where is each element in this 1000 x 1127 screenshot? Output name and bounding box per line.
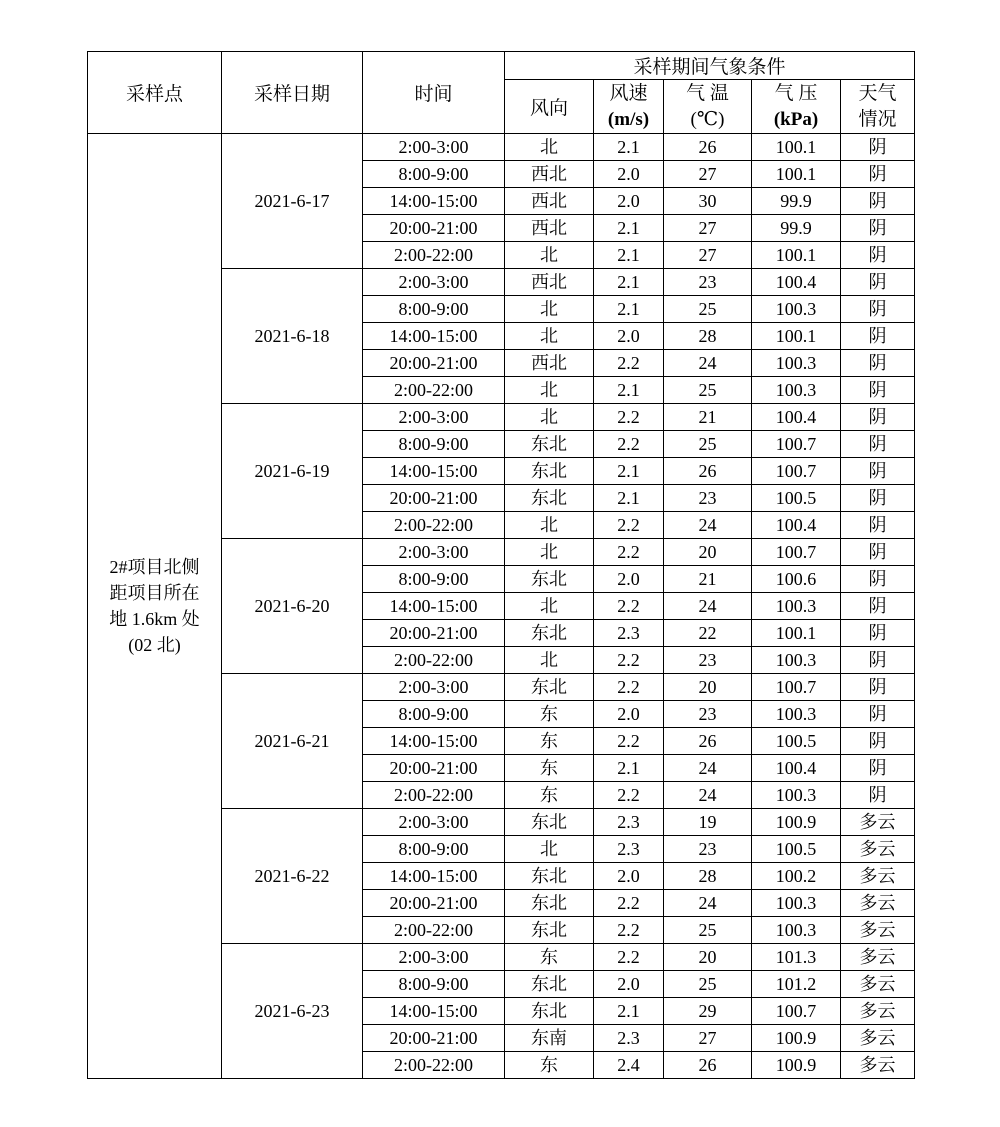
pressure-cell: 101.3 <box>752 944 841 971</box>
wind-direction-cell: 西北 <box>505 161 594 188</box>
wind-direction-cell: 东 <box>505 944 594 971</box>
wind-direction-cell: 北 <box>505 647 594 674</box>
site-cell <box>88 134 222 1079</box>
wind-direction-cell: 北 <box>505 323 594 350</box>
weather-cell: 阴 <box>841 620 915 647</box>
wind-speed-cell: 2.2 <box>594 782 664 809</box>
temperature-cell: 30 <box>664 188 752 215</box>
wind-speed-cell: 2.0 <box>594 161 664 188</box>
weather-cell: 阴 <box>841 647 915 674</box>
wind-speed-cell: 2.3 <box>594 836 664 863</box>
time-cell: 2:00-3:00 <box>363 674 505 701</box>
header-weather <box>841 80 915 134</box>
header-weather-conditions: 采样期间气象条件 <box>505 52 915 80</box>
temperature-cell: 24 <box>664 512 752 539</box>
header-pressure-label: 气 压 <box>774 82 818 104</box>
pressure-cell: 100.5 <box>752 728 841 755</box>
weather-cell: 多云 <box>841 809 915 836</box>
time-cell: 8:00-9:00 <box>363 296 505 323</box>
pressure-cell: 100.5 <box>752 485 841 512</box>
date-cell: 2021-6-18 <box>222 269 363 404</box>
wind-direction-cell: 北 <box>505 242 594 269</box>
weather-cell: 阴 <box>841 323 915 350</box>
pressure-cell: 100.4 <box>752 404 841 431</box>
time-cell: 2:00-22:00 <box>363 512 505 539</box>
pressure-cell: 100.3 <box>752 647 841 674</box>
wind-direction-cell: 北 <box>505 296 594 323</box>
wind-direction-cell: 西北 <box>505 269 594 296</box>
weather-cell: 阴 <box>841 458 915 485</box>
wind-speed-cell: 2.2 <box>594 539 664 566</box>
temperature-cell: 20 <box>664 674 752 701</box>
time-cell: 14:00-15:00 <box>363 593 505 620</box>
temperature-cell: 23 <box>664 701 752 728</box>
weather-cell: 多云 <box>841 1025 915 1052</box>
wind-direction-cell: 东南 <box>505 1025 594 1052</box>
temperature-cell: 28 <box>664 323 752 350</box>
time-cell: 2:00-3:00 <box>363 539 505 566</box>
pressure-cell: 100.7 <box>752 458 841 485</box>
time-cell: 20:00-21:00 <box>363 350 505 377</box>
wind-speed-cell: 2.2 <box>594 944 664 971</box>
weather-cell: 阴 <box>841 350 915 377</box>
header-pressure <box>752 80 841 134</box>
pressure-cell: 100.3 <box>752 890 841 917</box>
temperature-cell: 22 <box>664 620 752 647</box>
header-weather-line1: 天气 <box>858 82 897 104</box>
site-line4: (02 北) <box>128 635 181 655</box>
time-cell: 8:00-9:00 <box>363 566 505 593</box>
wind-speed-cell: 2.1 <box>594 755 664 782</box>
temperature-cell: 20 <box>664 944 752 971</box>
weather-cell: 多云 <box>841 1052 915 1079</box>
wind-direction-cell: 东北 <box>505 566 594 593</box>
header-temperature-label: 气 温 <box>686 82 729 104</box>
weather-cell: 阴 <box>841 755 915 782</box>
wind-speed-cell: 2.1 <box>594 242 664 269</box>
temperature-cell: 24 <box>664 782 752 809</box>
wind-speed-cell: 2.2 <box>594 647 664 674</box>
time-cell: 8:00-9:00 <box>363 971 505 998</box>
wind-direction-cell: 东北 <box>505 485 594 512</box>
temperature-cell: 26 <box>664 458 752 485</box>
wind-direction-cell: 东北 <box>505 809 594 836</box>
pressure-cell: 100.4 <box>752 512 841 539</box>
time-cell: 2:00-22:00 <box>363 782 505 809</box>
header-wind-speed <box>594 80 664 134</box>
time-cell: 20:00-21:00 <box>363 620 505 647</box>
wind-speed-cell: 2.2 <box>594 674 664 701</box>
date-cell: 2021-6-17 <box>222 134 363 269</box>
wind-speed-cell: 2.1 <box>594 215 664 242</box>
pressure-cell: 100.4 <box>752 755 841 782</box>
weather-cell: 多云 <box>841 971 915 998</box>
pressure-cell: 100.9 <box>752 1052 841 1079</box>
wind-direction-cell: 北 <box>505 539 594 566</box>
header-pressure-unit: (kPa) <box>773 108 819 130</box>
pressure-cell: 100.1 <box>752 134 841 161</box>
temperature-cell: 24 <box>664 593 752 620</box>
temperature-cell: 27 <box>664 215 752 242</box>
wind-speed-cell: 2.0 <box>594 188 664 215</box>
temperature-cell: 24 <box>664 350 752 377</box>
wind-direction-cell: 东 <box>505 755 594 782</box>
site-line3: 地 1.6km 处 <box>109 609 200 629</box>
weather-cell: 阴 <box>841 701 915 728</box>
temperature-cell: 25 <box>664 431 752 458</box>
meteorological-conditions-table <box>87 51 915 1079</box>
pressure-cell: 100.7 <box>752 674 841 701</box>
temperature-cell: 27 <box>664 1025 752 1052</box>
wind-direction-cell: 东北 <box>505 998 594 1025</box>
temperature-cell: 23 <box>664 485 752 512</box>
time-cell: 14:00-15:00 <box>363 323 505 350</box>
pressure-cell: 100.6 <box>752 566 841 593</box>
pressure-cell: 100.2 <box>752 863 841 890</box>
time-cell: 8:00-9:00 <box>363 701 505 728</box>
header-wind-speed-unit: (m/s) <box>607 108 650 130</box>
time-cell: 14:00-15:00 <box>363 458 505 485</box>
header-time: 时间 <box>363 52 505 134</box>
header-site: 采样点 <box>88 52 222 134</box>
temperature-cell: 24 <box>664 890 752 917</box>
wind-speed-cell: 2.2 <box>594 890 664 917</box>
wind-direction-cell: 西北 <box>505 350 594 377</box>
weather-cell: 阴 <box>841 728 915 755</box>
pressure-cell: 100.5 <box>752 836 841 863</box>
weather-cell: 阴 <box>841 242 915 269</box>
pressure-cell: 100.4 <box>752 269 841 296</box>
temperature-cell: 26 <box>664 728 752 755</box>
wind-direction-cell: 东 <box>505 782 594 809</box>
header-date: 采样日期 <box>222 52 363 134</box>
pressure-cell: 100.1 <box>752 161 841 188</box>
wind-direction-cell: 东北 <box>505 674 594 701</box>
weather-cell: 多云 <box>841 998 915 1025</box>
weather-cell: 多云 <box>841 890 915 917</box>
wind-speed-cell: 2.3 <box>594 620 664 647</box>
time-cell: 8:00-9:00 <box>363 161 505 188</box>
time-cell: 20:00-21:00 <box>363 485 505 512</box>
weather-cell: 阴 <box>841 377 915 404</box>
wind-direction-cell: 北 <box>505 836 594 863</box>
temperature-cell: 26 <box>664 1052 752 1079</box>
weather-cell: 阴 <box>841 404 915 431</box>
weather-cell: 阴 <box>841 566 915 593</box>
pressure-cell: 100.7 <box>752 539 841 566</box>
wind-speed-cell: 2.1 <box>594 296 664 323</box>
wind-direction-cell: 东北 <box>505 620 594 647</box>
time-cell: 2:00-22:00 <box>363 917 505 944</box>
time-cell: 20:00-21:00 <box>363 1025 505 1052</box>
temperature-cell: 26 <box>664 134 752 161</box>
pressure-cell: 99.9 <box>752 188 841 215</box>
weather-cell: 阴 <box>841 269 915 296</box>
pressure-cell: 99.9 <box>752 215 841 242</box>
wind-direction-cell: 东 <box>505 701 594 728</box>
time-cell: 2:00-3:00 <box>363 944 505 971</box>
wind-direction-cell: 北 <box>505 512 594 539</box>
weather-cell: 阴 <box>841 161 915 188</box>
wind-speed-cell: 2.1 <box>594 269 664 296</box>
temperature-cell: 23 <box>664 269 752 296</box>
header-wind-speed-label: 风速 <box>609 82 648 104</box>
wind-direction-cell: 东 <box>505 1052 594 1079</box>
time-cell: 2:00-22:00 <box>363 242 505 269</box>
pressure-cell: 101.2 <box>752 971 841 998</box>
weather-cell: 阴 <box>841 134 915 161</box>
wind-speed-cell: 2.2 <box>594 512 664 539</box>
weather-cell: 阴 <box>841 485 915 512</box>
wind-speed-cell: 2.1 <box>594 458 664 485</box>
wind-speed-cell: 2.3 <box>594 1025 664 1052</box>
pressure-cell: 100.3 <box>752 701 841 728</box>
table-row <box>88 134 915 161</box>
date-cell: 2021-6-22 <box>222 809 363 944</box>
time-cell: 14:00-15:00 <box>363 863 505 890</box>
weather-cell: 阴 <box>841 431 915 458</box>
wind-direction-cell: 东 <box>505 728 594 755</box>
temperature-cell: 25 <box>664 971 752 998</box>
wind-direction-cell: 东北 <box>505 458 594 485</box>
wind-speed-cell: 2.3 <box>594 809 664 836</box>
wind-direction-cell: 东北 <box>505 863 594 890</box>
weather-cell: 阴 <box>841 296 915 323</box>
weather-cell: 阴 <box>841 674 915 701</box>
weather-cell: 阴 <box>841 188 915 215</box>
header-wind-direction: 风向 <box>505 80 594 134</box>
wind-speed-cell: 2.1 <box>594 485 664 512</box>
date-cell: 2021-6-19 <box>222 404 363 539</box>
pressure-cell: 100.7 <box>752 998 841 1025</box>
time-cell: 2:00-3:00 <box>363 269 505 296</box>
pressure-cell: 100.3 <box>752 917 841 944</box>
date-cell: 2021-6-23 <box>222 944 363 1079</box>
temperature-cell: 27 <box>664 161 752 188</box>
temperature-cell: 24 <box>664 755 752 782</box>
pressure-cell: 100.1 <box>752 242 841 269</box>
weather-cell: 多云 <box>841 944 915 971</box>
temperature-cell: 20 <box>664 539 752 566</box>
table-body <box>88 134 915 1079</box>
wind-speed-cell: 2.0 <box>594 863 664 890</box>
pressure-cell: 100.3 <box>752 782 841 809</box>
pressure-cell: 100.9 <box>752 809 841 836</box>
time-cell: 20:00-21:00 <box>363 890 505 917</box>
temperature-cell: 21 <box>664 566 752 593</box>
wind-direction-cell: 西北 <box>505 215 594 242</box>
wind-speed-cell: 2.1 <box>594 998 664 1025</box>
wind-speed-cell: 2.2 <box>594 917 664 944</box>
weather-cell: 多云 <box>841 836 915 863</box>
temperature-cell: 28 <box>664 863 752 890</box>
weather-cell: 阴 <box>841 539 915 566</box>
weather-cell: 阴 <box>841 593 915 620</box>
wind-direction-cell: 北 <box>505 404 594 431</box>
site-line1: 2#项目北侧 <box>109 557 200 577</box>
time-cell: 20:00-21:00 <box>363 215 505 242</box>
weather-cell: 多云 <box>841 863 915 890</box>
weather-cell: 多云 <box>841 917 915 944</box>
temperature-cell: 27 <box>664 242 752 269</box>
pressure-cell: 100.1 <box>752 620 841 647</box>
time-cell: 14:00-15:00 <box>363 188 505 215</box>
temperature-cell: 25 <box>664 296 752 323</box>
weather-cell: 阴 <box>841 782 915 809</box>
wind-speed-cell: 2.1 <box>594 377 664 404</box>
wind-direction-cell: 北 <box>505 377 594 404</box>
wind-speed-cell: 2.1 <box>594 134 664 161</box>
temperature-cell: 25 <box>664 377 752 404</box>
wind-speed-cell: 2.2 <box>594 431 664 458</box>
time-cell: 8:00-9:00 <box>363 431 505 458</box>
wind-direction-cell: 东北 <box>505 890 594 917</box>
pressure-cell: 100.9 <box>752 1025 841 1052</box>
temperature-cell: 29 <box>664 998 752 1025</box>
wind-speed-cell: 2.0 <box>594 701 664 728</box>
pressure-cell: 100.7 <box>752 431 841 458</box>
time-cell: 2:00-22:00 <box>363 647 505 674</box>
wind-direction-cell: 北 <box>505 593 594 620</box>
wind-speed-cell: 2.4 <box>594 1052 664 1079</box>
header-temperature-unit: (℃) <box>690 108 725 130</box>
pressure-cell: 100.3 <box>752 377 841 404</box>
weather-cell: 阴 <box>841 215 915 242</box>
time-cell: 2:00-3:00 <box>363 134 505 161</box>
weather-cell: 阴 <box>841 512 915 539</box>
time-cell: 2:00-22:00 <box>363 1052 505 1079</box>
wind-direction-cell: 北 <box>505 134 594 161</box>
wind-speed-cell: 2.2 <box>594 728 664 755</box>
pressure-cell: 100.3 <box>752 593 841 620</box>
site-line2: 距项目所在 <box>109 583 200 603</box>
header-weather-line2: 情况 <box>858 108 897 130</box>
header-temperature <box>664 80 752 134</box>
temperature-cell: 19 <box>664 809 752 836</box>
time-cell: 14:00-15:00 <box>363 998 505 1025</box>
temperature-cell: 23 <box>664 836 752 863</box>
wind-speed-cell: 2.0 <box>594 971 664 998</box>
time-cell: 2:00-22:00 <box>363 377 505 404</box>
wind-direction-cell: 东北 <box>505 431 594 458</box>
time-cell: 14:00-15:00 <box>363 728 505 755</box>
time-cell: 20:00-21:00 <box>363 755 505 782</box>
date-cell: 2021-6-20 <box>222 539 363 674</box>
wind-direction-cell: 东北 <box>505 971 594 998</box>
wind-direction-cell: 东北 <box>505 917 594 944</box>
wind-speed-cell: 2.0 <box>594 566 664 593</box>
wind-speed-cell: 2.2 <box>594 593 664 620</box>
temperature-cell: 21 <box>664 404 752 431</box>
time-cell: 2:00-3:00 <box>363 404 505 431</box>
wind-speed-cell: 2.2 <box>594 350 664 377</box>
time-cell: 8:00-9:00 <box>363 836 505 863</box>
temperature-cell: 25 <box>664 917 752 944</box>
wind-direction-cell: 西北 <box>505 188 594 215</box>
time-cell: 2:00-3:00 <box>363 809 505 836</box>
pressure-cell: 100.1 <box>752 323 841 350</box>
wind-speed-cell: 2.2 <box>594 404 664 431</box>
pressure-cell: 100.3 <box>752 296 841 323</box>
pressure-cell: 100.3 <box>752 350 841 377</box>
temperature-cell: 23 <box>664 647 752 674</box>
wind-speed-cell: 2.0 <box>594 323 664 350</box>
date-cell: 2021-6-21 <box>222 674 363 809</box>
